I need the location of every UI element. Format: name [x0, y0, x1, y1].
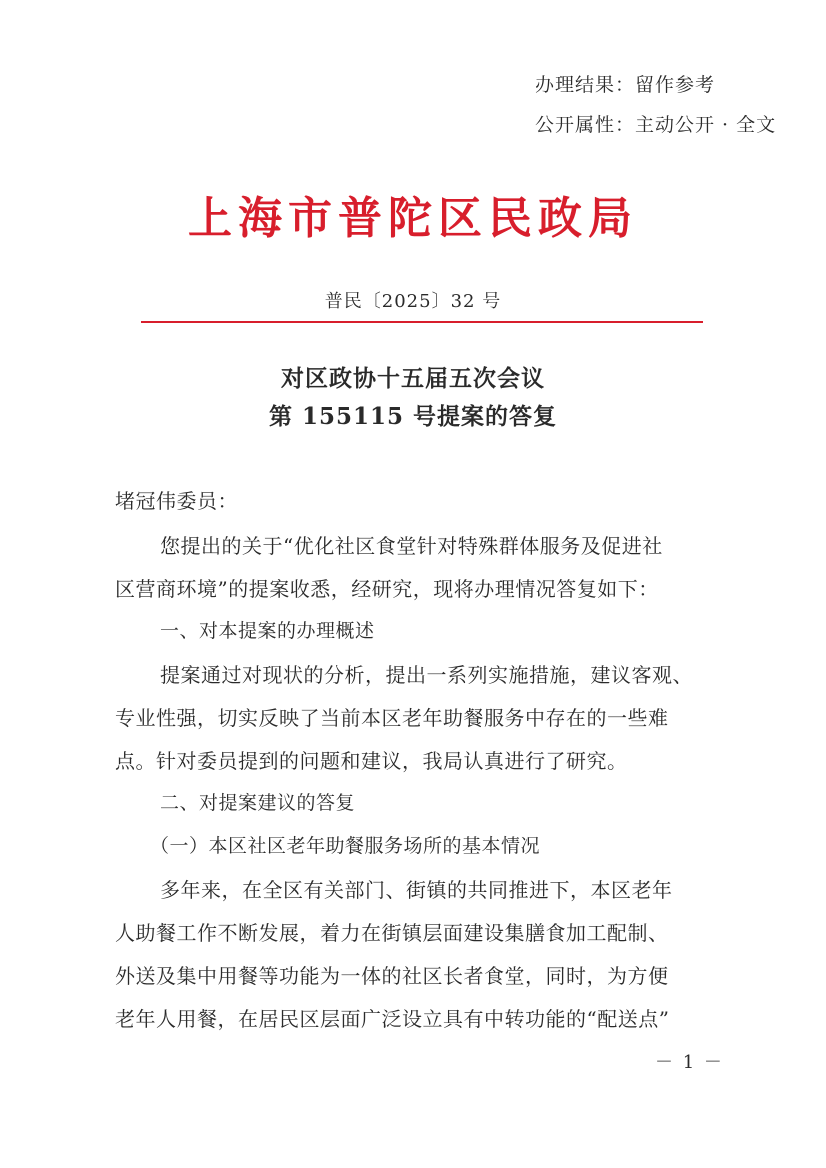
subsection-1-line-1: 多年来，在全区有关部门、街镇的共同推进下，本区老年 — [160, 878, 673, 902]
section-1-heading: 一、对本提案的办理概述 — [160, 620, 375, 642]
intro-line-1 — [160, 530, 721, 559]
intro-line-2: 区营商环境”的提案收悉，经研究，现将办理情况答复如下： — [115, 577, 659, 601]
text-run: 您提出的关于“优化社区食堂针对特殊群体服务及促进社 — [160, 534, 663, 558]
section-2-heading: 二、对提案建议的答复 — [160, 792, 356, 814]
document-number: 普民〔2025〕32 号 — [324, 291, 502, 312]
document-title-line-2: 第 155115 号提案的答复 — [268, 403, 558, 430]
subsection-1-line-3: 外送及集中用餐等功能为一体的社区长者食堂，同时，为方便 — [115, 964, 669, 988]
document-title-line-1: 对区政协十五届五次会议 — [281, 365, 545, 392]
red-divider-line — [141, 321, 703, 323]
subsection-1-line-4: 老年人用餐，在居民区层面广泛设立具有中转功能的“配送点” — [115, 1007, 670, 1031]
subsection-1-line-2: 人助餐工作不断发展，着力在街镇层面建设集膳食加工配制、 — [115, 921, 669, 945]
page-number: － 1 － — [655, 1052, 724, 1073]
salutation: 堵冠伟委员： — [115, 489, 238, 513]
section-1-line-3: 点。针对委员提到的问题和建议，我局认真进行了研究。 — [115, 749, 628, 773]
agency-letterhead: 上海市普陀区民政局 — [188, 193, 638, 244]
section-1-line-2: 专业性强，切实反映了当前本区老年助餐服务中存在的一些难 — [115, 706, 669, 730]
subsection-1-heading: （一）本区社区老年助餐服务场所的基本情况 — [150, 835, 541, 857]
publicity-attribute: 公开属性：主动公开 · 全文 — [535, 114, 777, 136]
section-1-line-1: 提案通过对现状的分析，提出一系列实施措施，建议客观、 — [160, 663, 693, 687]
handling-result: 办理结果：留作参考 — [535, 74, 716, 96]
